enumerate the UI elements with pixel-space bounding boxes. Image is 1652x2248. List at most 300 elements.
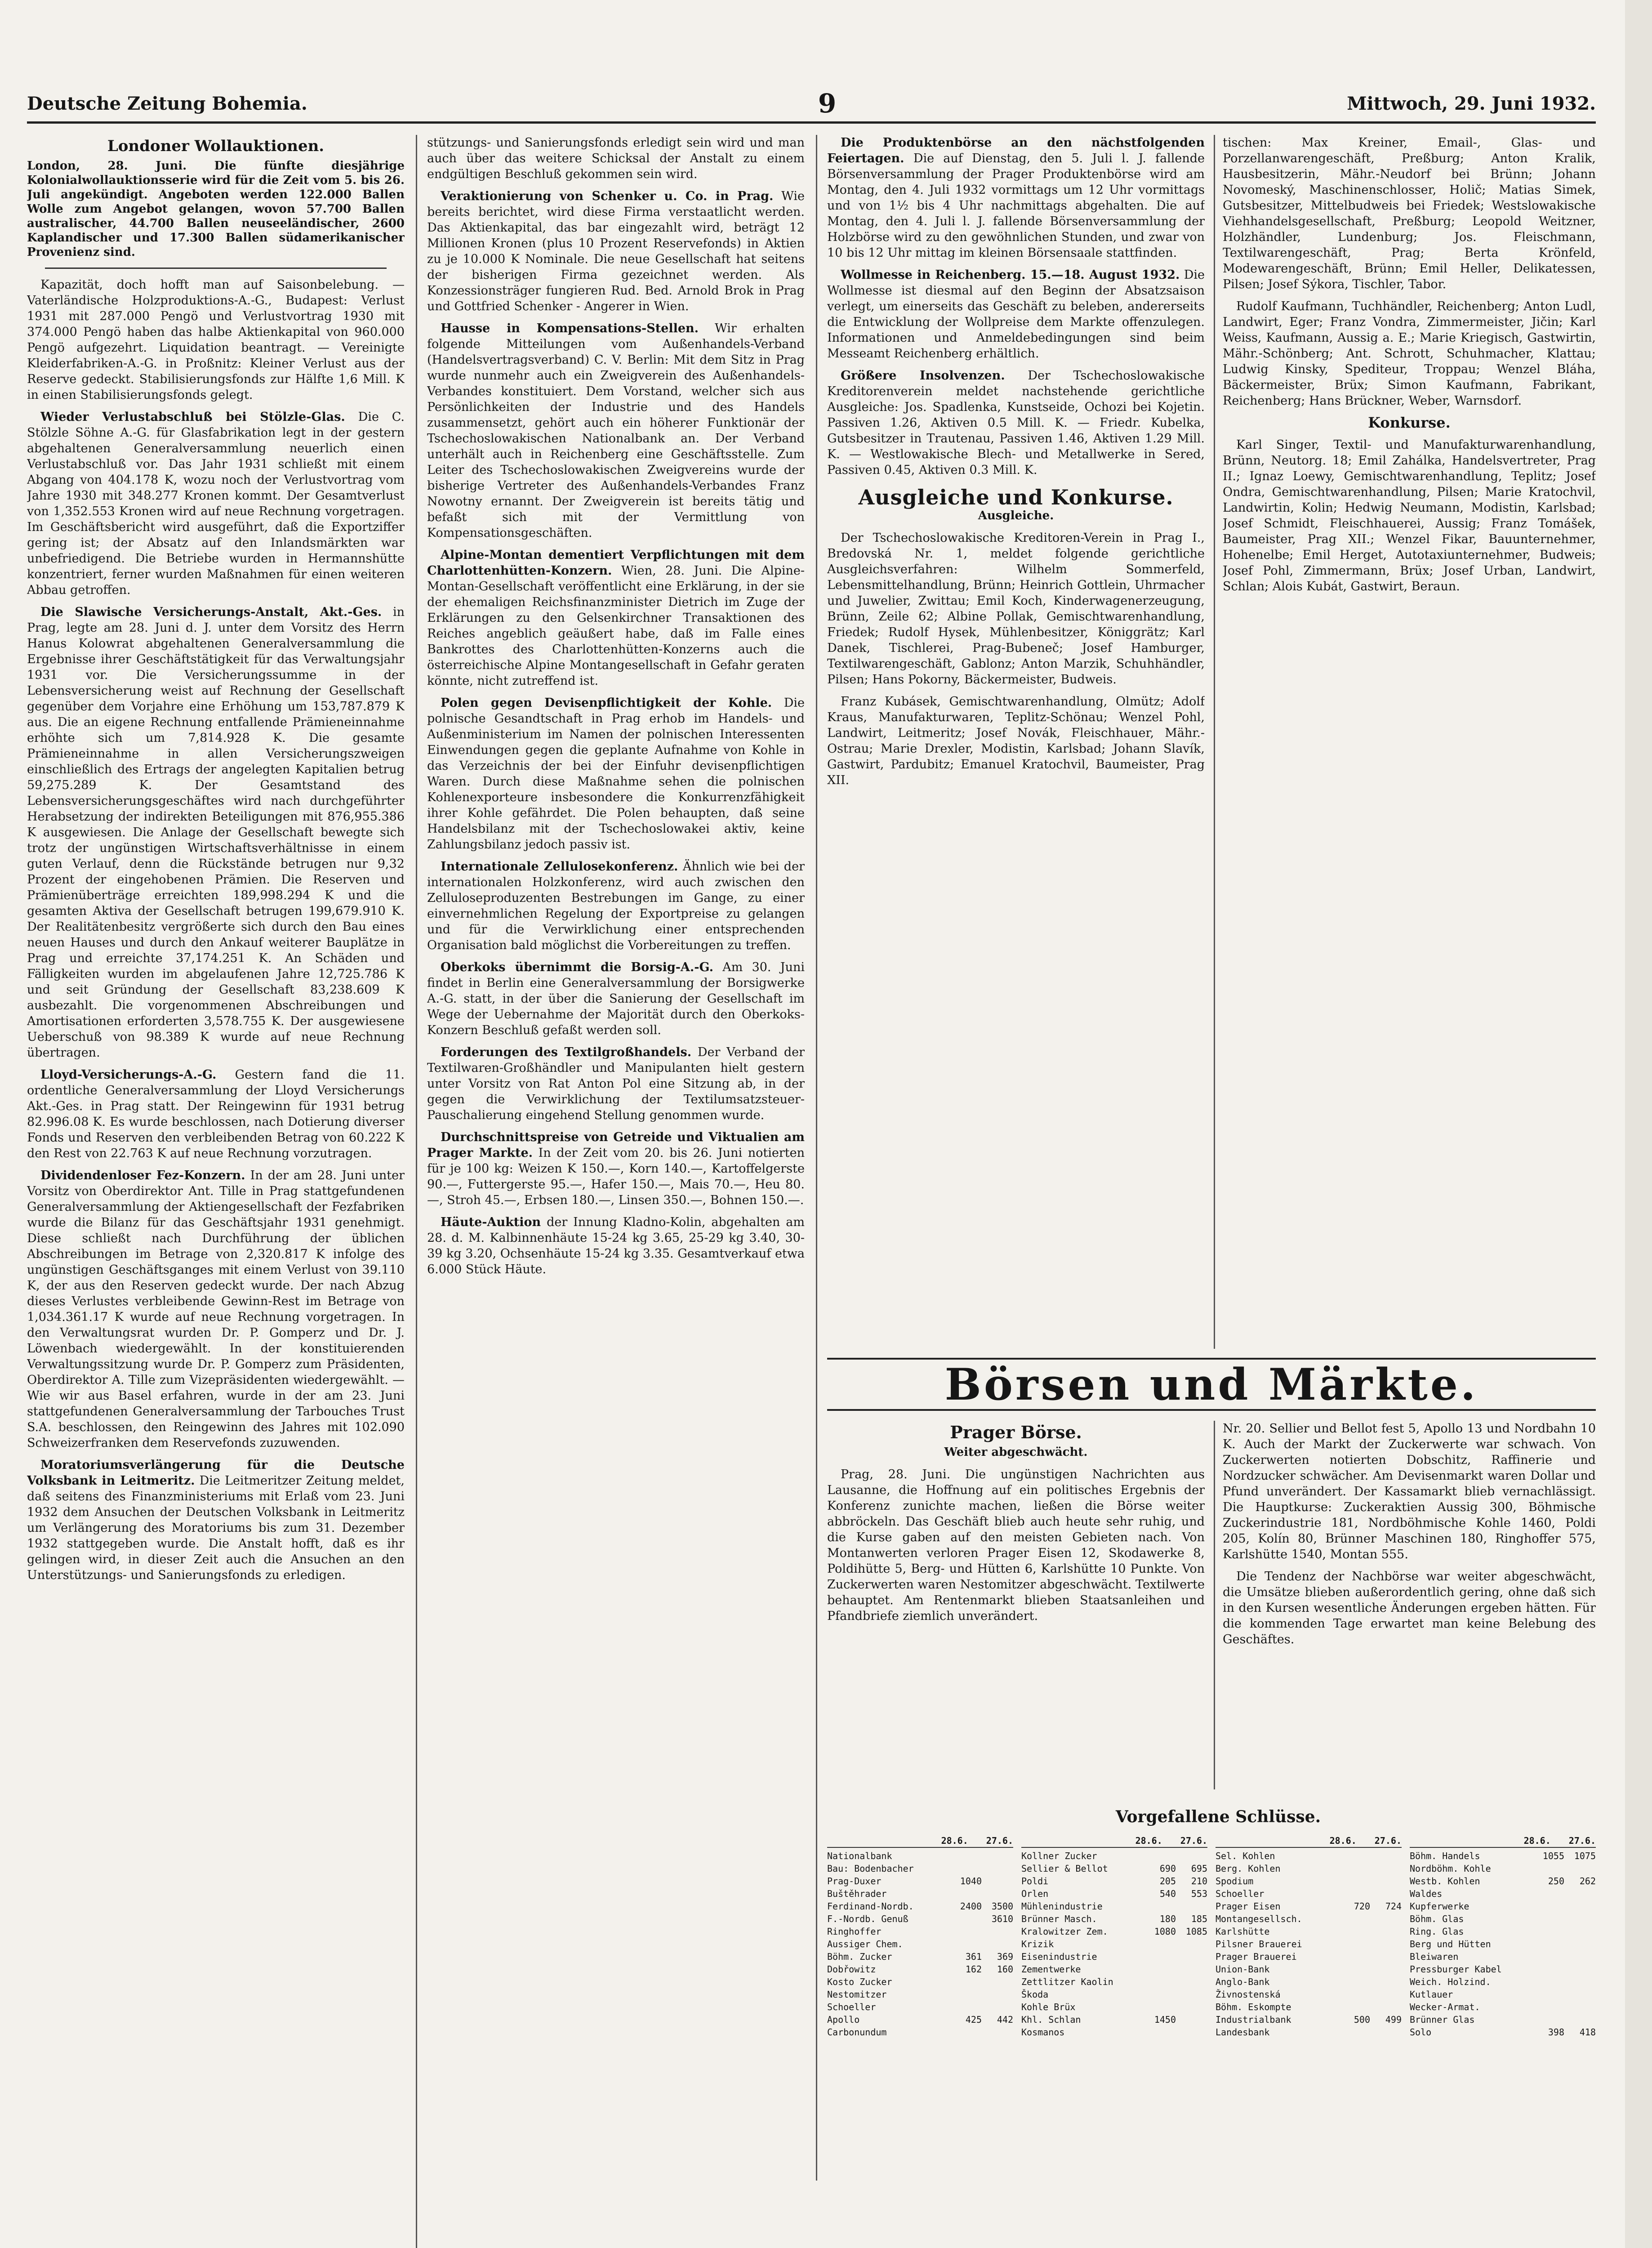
article-paragraph: Die polnische Gesandtschaft in Prag erhob im Handels- und Außenministerium im Namen der polnischen Interessenten Einwendungen gegen die geplante Aufnahme von Kohle in das Verzeichnis der bei der Einfuhr devisenpflichtigen Waren. Durch diese Maßnahme sehen die polnischen Kohlenexporteure insbesondere die Konkurrenzfähigkeit ihrer Kohle gefährdet. Die Polen behaupten, daß seine Handelsbilanz mit der Tschechoslowakei aktiv, keine Zahlungsbilanz jedoch passiv ist. [427,696,805,852]
stock-row [1021,1875,1207,1887]
stock-name: Ringhoffer [827,1926,882,1937]
stock-price-today: 500 [1354,2014,1370,2025]
stock-row [1021,1950,1207,1963]
column-1 [27,135,405,2248]
article-heading: Veraktionierung von Schenker u. Co. in Prag. [441,189,774,203]
article-heading: Forderungen des Textilgroßhandels. [441,1045,692,1059]
stock-name: Böhm. Eskompte [1216,2002,1291,2012]
stock-row [1021,1913,1207,1925]
stock-price-today [1339,1988,1370,2001]
article-paragraph: Rudolf Kaufmann, Tuchhändler, Reichenberg; Anton Ludl, Landwirt, Eger; Franz Vondra, Zimmermeister, Jičin; Karl Weiss, Kaufmann, Aussig a. E.; Marie Kriegisch, Gastwirtin, Mähr.-Schönberg; Ant. Schrott, Schuhmacher, Klattau; Ludwig Kinsky, Spediteur, Troppau; Wenzel Bláha, Bäckermeister, Brüx; Simon Kaufmann, Fabrikant, Reichenberg; Hans Brückner, Weber, Warnsdorf. [1223,299,1596,408]
stock-row [827,1850,1013,1862]
stock-name: Industrialbank [1216,2014,1291,2025]
stock-table-title: Vorgefallene Schlüsse. [1115,1807,1321,1826]
article-paragraph: In der Zeit vom 20. bis 26. Juni notierten für je 100 kg: Weizen K 150.—, Korn 140.—, Kartoffelgerste 90.—, Futtergerste 95.—, Hafer 150.—, Mais 70.—, Heu 80.—, Stroh 45.—, Erbsen 180.—, Linsen 350.—, Bohnen 150.—. [427,1146,805,1207]
stock-price-previous [1176,1850,1207,1862]
stock-price-today: 180 [1159,1913,1176,1924]
stock-price-previous [1370,1887,1402,1900]
stock-name: Montangesellsch. [1216,1913,1302,1924]
stock-price-previous [1370,1913,1402,1925]
stock-row [1410,1875,1596,1887]
stock-price-previous: 418 [1579,2027,1596,2038]
stock-price-previous [1370,1862,1402,1875]
stock-row [1410,2013,1596,2026]
stock-price-previous [1370,1976,1402,1988]
stock-name: Dobřowitz [827,1964,876,1975]
stock-price-previous [1564,1938,1596,1950]
article-heading: Polen gegen Devisenpflichtigkeit der Kohle. [441,696,772,710]
stock-price-today: 1450 [1154,2014,1176,2025]
stock-price-today [1339,1887,1370,1900]
stock-name: Prag-Duxer [827,1876,882,1887]
stock-name: Eisenindustrie [1021,1951,1097,1962]
stock-price-today [1533,1925,1564,1938]
stock-price-today [1144,2026,1176,2038]
column-2 [427,135,805,2181]
article-heading: Hausse in Kompensations-Stellen. [441,321,699,335]
article-heading: Moratoriumsverlängerung für die Deutsche Volksbank in Leitmeritz. [27,1458,405,1488]
article-paragraph: Die Tendenz der Nachbörse war weiter abgeschwächt, die Umsätze blieben außerordentlich gering, ohne daß sich in den Kursen wesentliche Änderungen ergeben hätten. Für die kommenden Tage erwartet man keine Belebung des Geschäftes. [1223,1570,1596,1646]
stock-price-previous [1176,2001,1207,2013]
stock-row [827,1862,1013,1875]
stock-name: Poldi [1021,1876,1049,1887]
article-paragraph: der Innung Kladno-Kolin, abgehalten am 28. d. M. Kalbinnenhäute 15-24 kg 3.65, 25-29 kg 3.40, 30-39 kg 3.20, Ochsenhäute 15-24 kg 3.35. Gesamtverkauf etwa 6.000 Stück Häute. [427,1215,805,1276]
article-paragraph: Am 30. Juni findet in Berlin eine Generalversammlung der Borsigwerke A.-G. statt, in der über die Sanierung der Gesellschaft im Wege der Uebernahme der Majorität durch den Oberkoks-Konzern Beschluß gefaßt werden soll. [427,960,805,1037]
stock-price-today [1339,1950,1370,1963]
stock-price-today [950,2001,982,2013]
article-paragraph: Wie bereits berichtet, wird diese Firma verstaatlicht werden. Das Aktienkapital, das bar eingezahlt wird, beträgt 12 Millionen Kronen (plus 10 Prozent Reservefonds) in Aktien zu je 10.000 K Nominale. Die neue Gesellschaft hat seitens der bisherigen Firma gezeichnet werden. Als Konzessionsträger fungieren Rud. Bed. Arnold Brok in Prag und Gottfried Schenker - Angerer in Wien. [427,189,805,313]
stock-date-header: 28.6. [1135,1835,1162,1846]
stock-price-previous [982,1850,1013,1862]
stock-price-today: 2400 [960,1901,982,1912]
stock-price-today [1144,1976,1176,1988]
stock-row [827,2001,1013,2013]
stock-price-previous: 3610 [991,1913,1013,1924]
stock-price-previous [1176,2026,1207,2038]
stock-row [1216,1925,1402,1938]
stock-price-today: 1080 [1154,1926,1176,1937]
stock-price-previous [1176,1963,1207,1976]
stock-price-today [1339,1925,1370,1938]
article-paragraph: Nr. 20. Sellier und Bellot fest 5, Apollo 13 und Nordbahn 10 K. Auch der Markt der Zuckerwerte war schwach. Von Zuckerwerten notierten Dobschitz, Raffinerie und Nordzucker schwächer. Am Devisenmarkt waren Dollar und Pfund unverändert. Der Kassamarkt blieb vernachlässigt. Die Hauptkurse: Zuckeraktien Aussig 300, Böhmische Zuckerindustrie 181, Nordböhmische Kohle 1460, Poldi 205, Kolín 80, Brünner Maschinen 180, Ringhoffer 575, Karlshütte 1540, Montan 555. [1223,1422,1596,1561]
stock-row [1410,1938,1596,1950]
article-heading: Durchschnittspreise von Getreide und Viktualien am Prager Markte. [427,1130,805,1160]
stock-name: Berg. Kohlen [1216,1863,1281,1874]
stock-name: Bleiwaren [1410,1951,1459,1962]
article-heading: Dividendenloser Fez-Konzern. [40,1169,245,1182]
stock-price-previous [1370,1850,1402,1862]
stock-price-today [1339,1976,1370,1988]
stock-price-today [1339,2026,1370,2038]
stock-column-header [1021,1834,1207,1848]
stock-name: Kupferwerke [1410,1901,1469,1912]
stock-row [827,1963,1013,1976]
stock-name: Brünner Glas [1410,2014,1475,2025]
stock-price-previous [1176,1900,1207,1913]
stock-price-previous [982,1862,1013,1875]
stock-price-today [1144,1900,1176,1913]
article-subtitle: Weiter abgeschwächt. [944,1445,1088,1459]
stock-row [1410,1887,1596,1900]
stock-price-today [950,1925,982,1938]
stock-price-previous [1176,2013,1207,2026]
stock-row [1021,1988,1207,2001]
stock-row [1410,1950,1596,1963]
stock-name: Schoeller [1216,1888,1265,1899]
stock-date-header: 28.6. [1523,1835,1551,1846]
article-paragraph: Der Tschechoslowakische Kreditoren-Verein in Prag I., Bredovská Nr. 1, meldet folgende gerichtliche Ausgleichsverfahren: Wilhelm Sommerfeld, Lebensmittelhandlung, Brünn; Heinrich Gottlein, Uhrmacher und Juwelier, Zwittau; Emil Koch, Kinderwagenerzeugung, Brünn, Zeile 62; Albine Pollak, Gemischtwarenhandlung, Friedek; Rudolf Hysek, Mühlenbesitzer, Königgrätz; Karl Danek, Tischlerei, Prag-Bubeneč; Josef Hamburger, Textilwarengeschäft, Gablonz; Anton Marzik, Schuhhändler, Pilsen; Hans Pokorny, Bäckermeister, Budweis. [827,531,1205,687]
stock-price-today [950,1938,982,1950]
article-heading: Lloyd-Versicherungs-A.-G. [40,1068,217,1082]
stock-name: Kutlauer [1410,1989,1453,2000]
stock-name: Nestomitzer [827,1989,887,2000]
stock-name: Zettlitzer Kaolin [1021,1976,1113,1987]
stock-row [1021,1862,1207,1875]
column-rule [1214,1421,1215,1789]
stock-row [1021,1850,1207,1862]
stock-row [1021,2001,1207,2013]
stock-row [827,1875,1013,1887]
stock-price-today [1339,1850,1370,1862]
stock-name: Krizik [1021,1939,1054,1949]
header-date: Mittwoch, 29. Juni 1932. [1347,93,1596,114]
prager-boerse-article [827,1421,1205,1789]
stock-name: F.-Nordb. Genuß [827,1913,908,1924]
section-subheading: Konkurse. [1368,414,1451,431]
stock-row [827,1913,1013,1925]
stock-name: Zementwerke [1021,1964,1081,1975]
article-paragraph: Kapazität, doch hofft man auf Saisonbelebung. — Vaterländische Holzproduktions-A.-G., Budapest: Verlust 1931 mit 287.000 Pengö und Verlustvortrag 1930 mit 374.000 Pengö haben das halbe Aktienkapital von 960.000 Pengö aufgezehrt. Liquidation beantragt. — Vereinigte Kleiderfabriken-A.-G. in Proßnitz: Kleiner Verlust aus der Reserve gedeckt. Stabilisierungsfonds zur Hälfte 1,6 Mill. K in einen Stabilisierungsfonds gelegt. [27,278,405,402]
stock-name: Böhm. Zucker [827,1951,892,1962]
stock-price-today [950,2026,982,2038]
stock-price-today [1144,1988,1176,2001]
stock-row [1410,1862,1596,1875]
stock-price-previous [1564,1925,1596,1938]
stock-price-today [950,1887,982,1900]
stock-price-previous: 442 [997,2014,1013,2025]
article-paragraph: Prag, 28. Juni. Die ungünstigen Nachrichten aus Lausanne, die Hoffnung auf ein politisches Ergebnis der Konferenz zunichte machen, ließen die Börse weiter abbröckeln. Das Geschäft blieb auch heute sehr ruhig, und die Kurse gaben auf den meisten Gebieten nach. Von Montanwerten verloren Prager Eisen 12, Skodawerke 8, Poldihütte 5, Berg- und Hütten 6, Karlshütte 10 Punkte. Von Zuckerwerten waren Nestomitzer abgeschwächt. Textilwerte behauptet. Am Rentenmarkt blieben Staatsanleihen und Pfandbriefe ziemlich unverändert. [827,1467,1205,1623]
stock-name: Spodium [1216,1876,1254,1887]
article-paragraph: tischen: Max Kreiner, Email-, Glas- und Porzellanwarengeschäft, Preßburg; Anton Kralik, Hausbesitzerin, Mähr.-Neudorf bei Brünn; Johann Novomeský, Maschinenschlosser, Holič; Matias Simek, Gutsbesitzer, Mittelbudweis bei Friedek; Westslowakische Viehhandelsgesellschaft, Preßburg; Leopold Weitzner, Holzhändler, Lundenburg; Jos. Fleischmann, Textilwarengeschäft, Prag; Berta Krönfeld, Modewarengeschäft, Brünn; Emil Heller, Delikatessen, Pilsen; Josef Sýkora, Tischler, Tabor. [1223,136,1596,291]
stock-price-today: 205 [1159,1876,1176,1887]
stock-row [1216,2013,1402,2026]
stock-date-header: 27.6. [986,1835,1013,1846]
article-paragraph: Gestern fand die 11. ordentliche Generalversammlung der Lloyd Versicherungs Akt.-Ges. in Prag statt. Der Reingewinn für 1931 betrug 82.996.08 K. Es wurde beschlossen, nach Dotierung diverser Fonds und Reserven den verbleibenden Betrag von 60.222 K den Rest von 22.763 K auf neue Rechnung vorzutragen. [27,1068,405,1160]
stock-row [827,1988,1013,2001]
stock-price-today [1339,1875,1370,1887]
article-paragraph: Franz Kubásek, Gemischtwarenhandlung, Olmütz; Adolf Kraus, Manufakturwaren, Teplitz-Schönau; Wenzel Pohl, Landwirt, Leitmeritz; Josef Novák, Fleischhauer, Mähr.-Ostrau; Marie Drexler, Modistin, Karlsbad; Johann Slavík, Gastwirt, Pardubitz; Emanuel Kratochvil, Baumeister, Prag XII. [827,695,1205,787]
stock-price-today [950,1976,982,1988]
stock-row [1410,1988,1596,2001]
article-title: Prager Börse. [950,1422,1082,1442]
stock-price-previous: 1085 [1185,1926,1207,1937]
article-paragraph: Ähnlich wie bei der internationalen Holzkonferenz, wird auch zwischen den Zelluloseproduzenten Bestrebungen im Gange, zu einer einvernehmlichen Regelung der Exportpreise zu gelangen und für die Verwirklichung einer entsprechenden Organisation bald möglichst die Vorbereitungen zu treffen. [427,860,805,952]
stock-name: Westb. Kohlen [1410,1876,1480,1887]
stock-row [1216,1988,1402,2001]
stock-price-previous [1176,1988,1207,2001]
section-subheading: Ausgleiche. [978,509,1054,522]
stock-name: Ferdinand-Nordb. [827,1901,914,1912]
stock-row [1021,2013,1207,2026]
stock-name: Bau: Bodenbacher [827,1863,914,1874]
stock-name: Prager Eisen [1216,1901,1281,1912]
stock-price-previous [1370,2001,1402,2013]
stock-row [1410,1925,1596,1938]
header-page-number: 9 [818,88,837,119]
article-heading: Internationale Zellulosekonferenz. [441,860,678,874]
stock-row [1216,1900,1402,1913]
stock-price-previous: 1075 [1574,1851,1596,1861]
stock-price-previous [1370,1938,1402,1950]
stock-row [827,1950,1013,1963]
stock-price-previous: 3500 [991,1901,1013,1912]
stock-row [1216,1887,1402,1900]
stock-row [1216,1913,1402,1925]
stock-name: Aussiger Chem. [827,1939,903,1949]
stock-price-today: 250 [1548,1876,1564,1887]
stock-price-today [1533,1976,1564,1988]
stock-date-header: 28.6. [941,1835,968,1846]
stock-name: Buštěhrader [827,1888,887,1899]
stock-name: Nationalbank [827,1851,892,1861]
stock-name: Schoeller [827,2002,876,2012]
stock-price-today: 720 [1354,1901,1370,1912]
header-paper-name: Deutsche Zeitung Bohemia. [27,93,307,114]
article-heading: Größere Insolvenzen. [841,369,1005,383]
stock-price-today: 1055 [1542,1851,1564,1861]
stock-name: Kohle Brüx [1021,2002,1076,2012]
article-heading: Alpine-Montan dementiert Verpflichtungen mit dem Charlottenhütten-Konzern. [427,548,805,578]
stock-row [1021,1963,1207,1976]
stock-name: Karlshütte [1216,1926,1270,1937]
stock-price-previous [982,2001,1013,2013]
stock-name: Kosmanos [1021,2027,1065,2038]
stock-price-today [1339,1913,1370,1925]
stock-name: Orlen [1021,1888,1049,1899]
stock-name: Böhm. Handels [1410,1851,1480,1861]
stock-row [827,1887,1013,1900]
column-3 [827,135,1205,1349]
stock-row [827,2026,1013,2038]
stock-row [1410,2001,1596,2013]
market-article [1223,1421,1596,1789]
stock-price-previous [1564,1913,1596,1925]
article-paragraph: Wir erhalten folgende Mitteilungen vom Außenhandels-Verband (Handelsvertragsverband) C. V. Berlin: Mit dem Sitz in Prag wurde nunmehr auch ein Zweigverein des Außenhandels-Verbandes konstituiert. Dem Vorstand, welcher sich aus Persönlichkeiten der Industrie und des Handels zusammensetzt, gehört auch ein höherer Funktionär der Tschechoslowakischen Nationalbank an. Der Verband unterhält auch in Reichenberg eine Geschäftsstelle. Zum Leiter des Tschechoslowakischen Zweigvereins wurde der bisherige Vertreter des Außenhandels-Verbandes Franz Nowotny ernannt. Der Zweigverein ist bereits tätig und befaßt sich mit der Vermittlung von Kompensationsgeschäften. [427,321,805,540]
stock-price-today [1533,1900,1564,1913]
stock-name: Apollo [827,2014,860,2025]
stock-name: Pressburger Kabel [1410,1964,1502,1975]
stock-price-previous [982,1887,1013,1900]
stock-price-previous [982,1925,1013,1938]
column-rule [816,135,817,2181]
stock-price-today: 398 [1548,2027,1564,2038]
stock-price-previous [1370,1950,1402,1963]
stock-name: Brünner Masch. [1021,1913,1097,1924]
stock-column-header [1216,1834,1402,1848]
stock-price-previous [1564,1900,1596,1913]
stock-price-today [1533,1887,1564,1900]
stock-price-previous [1370,1875,1402,1887]
article-paragraph: In der am 28. Juni unter Vorsitz von Oberdirektor Ant. Tille in Prag stattgefundenen Generalversammlung der Aktiengesellschaft der Fezfabriken wurde die Bilanz für das Geschäftsjahr 1931 genehmigt. Diese schließt nach Durchführung der üblichen Abschreibungen im Betrage von 2,320.817 K infolge des ungünstigen Geschäftsganges mit einem Verlust von 39.110 K, der aus den Reserven gedeckt wurde. Der nach Abzug dieses Verlustes verbleibende Gewinn-Rest im Betrage von 1,034.361.17 K wurde auf neue Rechnung vorgetragen. In den Verwaltungsrat wurden Dr. P. Gomperz und Dr. J. Löwenbach wiedergewählt. In der konstituierenden Verwaltungssitzung wurde Dr. P. Gomperz zum Präsidenten, Oberdirektor A. Tille zum Vizepräsidenten wiedergewählt. — Wie wir aus Basel erfahren, wurde in der am 23. Juni stattgefundenen Generalversammlung der Tarbouches Trust S.A. beschlossen, den Reingewinn des Jahres mit 102.090 Schweizerfranken dem Reservefonds zuzuwenden. [27,1169,405,1450]
stock-price-previous [1564,2001,1596,2013]
stock-price-today [1144,2001,1176,2013]
stock-price-previous [1564,1988,1596,2001]
stock-row [827,1900,1013,1913]
stock-date-header: 27.6. [1568,1835,1596,1846]
stock-price-previous [1564,1887,1596,1900]
stock-name: Sellier & Bellot [1021,1863,1108,1874]
stock-column-header [827,1834,1013,1848]
stock-price-previous [1370,1988,1402,2001]
stock-price-today [1533,2001,1564,2013]
stock-price-previous: 553 [1191,1888,1207,1899]
article-paragraph: Der Tschechoslowakische Kreditorenverein meldet nachstehende gerichtliche Ausgleiche: Jos. Spadlenka, Kunstseide, Ochozi bei Kojetin. Passiven 1.26, Aktiven 0.5 Mill. K. — Friedr. Kubelka, Gutsbesitzer in Trautenau, Passiven 1.46, Aktiven 1.29 Mill. K. — Westlowakische Blech- und Metallwerke in Sered, Passiven 0.45, Aktiven 0.3 Mill. K. [827,369,1205,477]
stock-row [1216,1875,1402,1887]
stock-name: Sel. Kohlen [1216,1851,1275,1861]
article-heading: Häute-Auktion [441,1215,541,1229]
article-paragraph: Die C. Stölzle Söhne A.-G. für Glasfabrikation legt in der gestern abgehaltenen Generalversammlung neuerlich einen Verlustabschluß vor. Das Jahr 1931 schließt mit einem Abgang von 404.178 K, wozu noch der Verlustvortrag vom Jahre 1930 mit 348.277 Kronen kommt. Der Gesamtverlust von 1,352.553 Kronen wird auf neue Rechnung vorgetragen. Im Geschäftsbericht wird ausgeführt, daß die Exportziffer gering ist; der Absatz auf den Inlandsmärkten war unbefriedigend. Die Betriebe wurden in Hermannshütte konzentriert, ferner wurden Maßnahmen für einen weiteren Abbau getroffen. [27,410,405,597]
stock-price-today: 540 [1159,1888,1176,1899]
stock-row [1216,1850,1402,1862]
stock-row [1216,1950,1402,1963]
stock-row [1021,1976,1207,1988]
stock-name: Union-Bank [1216,1964,1270,1975]
stock-price-previous [982,1938,1013,1950]
stock-price-previous [1564,1963,1596,1976]
stock-price-previous: 695 [1191,1863,1207,1874]
stock-row [1410,2026,1596,2038]
stock-name: Nordböhm. Kohle [1410,1863,1491,1874]
stock-name: Kollner Zucker [1021,1851,1097,1861]
stock-price-today [1339,2001,1370,2013]
stock-row [1021,1900,1207,1913]
stock-price-today [1339,1862,1370,1875]
article-heading: Die Produktenbörse an den nächstfolgenden Feiertagen. [827,136,1205,165]
article-paragraph: Wien, 28. Juni. Die Alpine-Montan-Gesellschaft veröffentlicht eine Erklärung, in der sie der ehemaligen Reichsfinanzminister Dietrich im Zuge der Erklärungen zu den Gelsenkirchner Transaktionen des Reiches angeblich geäußert habe, daß im Falle eines Bankrottes des Charlottenhütten-Konzerns auch die österreichische Alpine Montangesellschaft in Gefahr geraten könnte, nicht zutreffend ist. [427,564,805,688]
stock-price-today [1144,1938,1176,1950]
stock-name: Ring. Glas [1410,1926,1464,1937]
stock-name: Solo [1410,2027,1432,2038]
stock-price-today [1144,1963,1176,1976]
stock-row [1410,1963,1596,1976]
stock-price-previous: 499 [1385,2014,1402,2025]
stock-column [1021,1834,1207,2158]
stock-price-previous [1176,1976,1207,1988]
stock-row [1410,1850,1596,1862]
stock-price-today [1144,1950,1176,1963]
stock-price-previous [982,2026,1013,2038]
stock-price-today [950,1850,982,1862]
stock-row [1410,1900,1596,1913]
stock-price-previous: 160 [997,1964,1013,1975]
stock-row [827,1938,1013,1950]
stock-price-today [1339,1963,1370,1976]
stock-row [827,2013,1013,2026]
stock-row [1021,2026,1207,2038]
stock-price-previous [982,1875,1013,1887]
stock-price-previous: 210 [1191,1876,1207,1887]
stock-price-previous [1564,1950,1596,1963]
stock-name: Böhm. Glas [1410,1913,1464,1924]
stock-name: Prager Brauerei [1216,1951,1297,1962]
stock-price-today [1533,1963,1564,1976]
stock-price-today: 1040 [960,1876,982,1887]
stock-price-previous [1564,1862,1596,1875]
column-rule [1214,135,1215,1349]
stock-column-header [1410,1834,1596,1848]
stock-row [1410,1976,1596,1988]
stock-price-previous [1176,1950,1207,1963]
section-heading: Ausgleiche und Konkurse. [858,485,1174,509]
stock-column [1216,1834,1402,2158]
stock-price-previous [982,1988,1013,2001]
stock-price-today [1533,2013,1564,2026]
stock-price-today [1533,1950,1564,1963]
article-paragraph: Die Wollmesse ist diesmal auf den Beginn der Absatzsaison verlegt, um einerseits das Geschäft zu beleben, andererseits die Entwicklung der Wollpreise dem Markte offenzulegen. Informationen und Anmeldebedingungen sind beim Messeamt Reichenberg erhältlich. [827,268,1205,361]
stock-row [1021,1938,1207,1950]
stock-name: Anglo-Bank [1216,1976,1270,1987]
stock-name: Kralowitzer Zem. [1021,1926,1108,1937]
stock-row [827,1976,1013,1988]
stock-price-previous: 262 [1579,1876,1596,1887]
stock-price-today [950,1862,982,1875]
stock-name: Landesbank [1216,2027,1270,2038]
stock-row [1410,1913,1596,1925]
article-paragraph: in Prag, legte am 28. Juni d. J. unter dem Vorsitz des Herrn Hanus Kolowrat abgehaltenen Generalversammlung die Ergebnisse ihrer Geschäftstätigkeit für das Verwaltungsjahr 1931 vor. Die Versicherungssumme in der Lebensversicherung weist auf Rechnung der Gesellschaft gegenüber dem Vorjahre eine Erhöhung um 153,787.879 K aus. Die an eigene Rechnung entfallende Prämieneinnahme erhöhte sich um 7,814.928 K. Die gesamte Prämieneinnahme in allen Versicherungszweigen einschließlich des Ertrags der angelegten Kapitalien betrug 59,275.289 K. Der Gesamtstand des Lebensversicherungsgeschäftes wird nach durchgeführter Herabsetzung der indirekten Beteiligungen mit 876,955.386 K ausgewiesen. Die Anlage der Gesellschaft bewegte sich trotz der ungünstigen Wirtschaftsverhältnisse in einem guten Verlauf, denn die Rückstände betrugen nur 9,32 Prozent der eingehobenen Prämien. Die Reserven und Prämienüberträge erreichten 189,998.294 K und die gesamten Aktiva der Gesellschaft betrugen 199,679.910 K. Der Realitätenbesitz vergrößerte sich durch den Bau eines neuen Hauses und durch den Ankauf weiterer Bauplätze in Prag und erreichte 37,174.251 K. An Schäden und Fälligkeiten wurden im abgelaufenen Jahre 12,725.786 K und seit Gründung der Gesellschaft 83,238.609 K ausbezahlt. Die vorgenommenen Abschreibungen und Amortisationen erforderten 3,578.755 K. Der ausgewiesene Ueberschuß von 98.389 K wurde auf neue Rechnung übertragen. [27,605,405,1060]
stock-price-today [1533,1988,1564,2001]
stock-price-previous [982,1976,1013,1988]
stock-price-today [1533,1913,1564,1925]
stock-row [1216,2001,1402,2013]
stock-date-header: 27.6. [1374,1835,1402,1846]
article-heading: Oberkoks übernimmt die Borsig-A.-G. [441,960,713,974]
article-heading: Wieder Verlustabschluß bei Stölzle-Glas. [40,410,345,424]
stock-price-previous [1176,1938,1207,1950]
stock-name: Škoda [1021,1989,1049,2000]
stock-date-header: 27.6. [1180,1835,1207,1846]
stock-price-previous: 185 [1191,1913,1207,1924]
stock-column [827,1834,1013,2158]
scan-margin [1625,0,1652,2248]
column-rule [416,135,417,2248]
article-heading: Die Slawische Versicherungs-Anstalt, Akt.-Ges. [40,605,382,619]
stock-row [1216,1938,1402,1950]
stock-price-previous [1564,2013,1596,2026]
stock-price-previous: 724 [1385,1901,1402,1912]
stock-price-previous [1370,2026,1402,2038]
stock-price-previous [1564,1976,1596,1988]
stock-name: Kosto Zucker [827,1976,892,1987]
stock-price-today [1144,1850,1176,1862]
stock-name: Živnostenská [1216,1989,1281,2000]
article-paragraph: Die auf Dienstag, den 5. Juli l. J. fallende Börsenversammlung der Prager Produktenbörse wird am Montag, den 4. Juli 1932 vormittags um 12 Uhr vormittags und von 1½ bis 4 Uhr nachmittags abgehalten. Die auf Montag, den 4. Juli l. J. fallende Börsenversammlung der Holzbörse wird zu den gewöhnlichen Stunden, und zwar von 10 bis 12 Uhr mittag im kleinen Börsensaale stattfinden. [827,152,1205,260]
stock-row [1216,2026,1402,2038]
stock-price-today [1339,1938,1370,1950]
stock-price-previous [1370,1963,1402,1976]
stock-name: Weich. Holzind. [1410,1976,1491,1987]
page-header [27,85,1596,124]
article-paragraph: Die Leitmeritzer Zeitung meldet, daß seitens des Finanzministeriums mit Erlaß vom 23. Juni 1932 dem Ansuchen der Deutschen Volksbank in Leitmeritz um Verlängerung des Moratoriums bis zum 31. Dezember 1932 stattgegeben wurde. Die Anstalt hofft, daß es ihr gelingen wird, in dieser Zeit auch die Ansuchen an den Unterstützungs- und Sanierungsfonds zu erledigen. [27,1474,405,1582]
column-4 [1223,135,1596,1340]
stock-name: Berg und Hütten [1410,1939,1491,1949]
stock-date-header: 28.6. [1329,1835,1357,1846]
stock-name: Waldes [1410,1888,1443,1899]
stock-price-today [950,1988,982,2001]
stock-row [827,1925,1013,1938]
stock-price-today: 425 [965,2014,982,2025]
newspaper-page [27,85,1596,2248]
stock-price-today [1533,1862,1564,1875]
